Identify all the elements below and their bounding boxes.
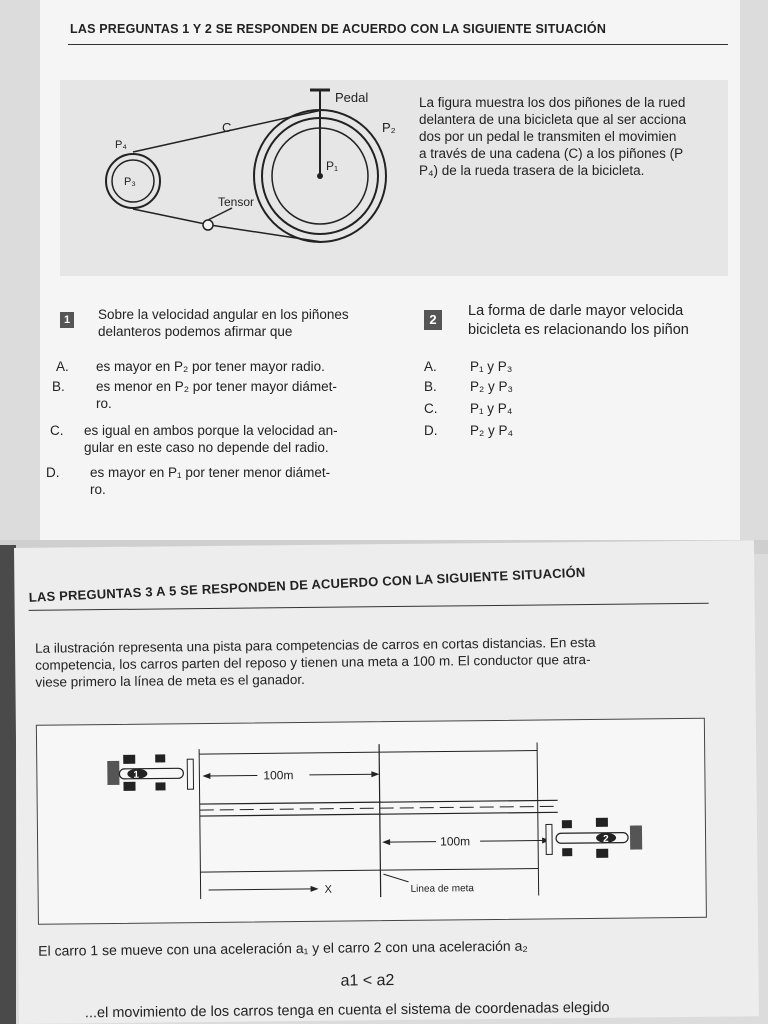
label-100m-bottom: 100m [440,834,471,849]
q2-option-b[interactable]: P₂ y P₃ [470,379,513,394]
option-line: ro. [96,396,112,411]
label-chain: C [222,120,232,135]
heading-rule [68,44,728,45]
section-heading-3-5: LAS PREGUNTAS 3 A 5 SE RESPONDEN DE ACUERDO CON LA SIGUIENTE SITUACIÓN [28,564,586,605]
label-p1: P₁ [326,159,339,173]
race-track-diagram [37,719,706,924]
car-2-number: 2 [603,833,609,845]
race-track-figure [36,718,707,925]
intro-line: viese primero la línea de meta es el ganador. [35,671,305,690]
q1-option-d[interactable] [90,464,410,498]
q1-option-c[interactable] [84,422,414,456]
heading-rule [29,603,709,611]
desc-line: La figura muestra los dos piñones de la rued [419,95,686,110]
label-p3: P₃ [124,176,136,188]
label-p4: P₄ [115,139,127,151]
intro-line: La ilustración representa una pista para competencias de carros en cortas distancias. En esta [34,634,596,656]
stem-line: delanteros podemos afirmar que [98,324,293,339]
stem-line: bicicleta es relacionando los piñon [468,322,689,338]
q1-option-a-letter[interactable]: A. [56,359,69,374]
q1-option-d-letter[interactable]: D. [46,465,60,480]
q2-option-a-letter[interactable]: A. [424,359,437,374]
acceleration-statement: El carro 1 se mueve con una aceleración a₁ y el carro 2 con una aceleración a₂ [38,937,528,959]
question-1-number: 1 [60,312,74,328]
q2-option-c[interactable]: P₁ y P₄ [470,401,513,416]
page-top [40,0,740,540]
option-line: ro. [90,482,106,497]
desc-line: a través de una cadena (C) a los piñones (P [419,146,684,161]
option-line: es menor en P₂ por tener mayor diámet- [96,379,337,394]
label-pedal: Pedal [335,90,369,105]
option-line: es mayor en P₁ por tener menor diámet- [90,465,331,480]
q1-option-a[interactable] [96,358,416,375]
section-heading-1-2: LAS PREGUNTAS 1 Y 2 SE RESPONDEN DE ACUERDO CON LA SIGUIENTE SITUACIÓN [70,22,607,36]
question-2-number: 2 [424,310,442,330]
option-line: es mayor en P₂ por tener mayor radio. [96,359,325,374]
option-line: gular en este caso no depende del radio. [84,440,329,455]
label-100m-top: 100m [263,768,294,783]
label-x-axis: X [324,883,333,896]
q2-option-c-letter[interactable]: C. [424,401,438,416]
label-tensor: Tensor [218,195,255,209]
q1-option-c-letter[interactable]: C. [50,423,64,438]
page-edge-shadow [0,545,16,1024]
q2-option-d[interactable]: P₂ y P₄ [470,423,514,438]
car-2-icon [546,817,642,858]
intro-line: competencia, los carros parten del reposo y tienen una meta a 100 m. El conductor que atra- [35,651,591,673]
option-line: es igual en ambos porque la velocidad an- [84,423,338,438]
question-1-stem [98,306,418,340]
desc-line: dos por un pedal le transmiten el movimien [419,129,677,144]
question-2-stem [468,302,740,340]
situation-intro [35,633,725,691]
q2-option-a[interactable]: P₁ y P₃ [470,359,513,374]
desc-line: P₄) de la rueda trasera de la bicicleta. [419,163,645,178]
car-1-icon [107,754,193,791]
car-1-number: 1 [133,769,140,781]
figure-description [419,94,739,179]
acceleration-inequality: a1 < a2 [340,972,395,990]
label-finish-line: Linea de meta [410,883,475,895]
q1-option-b[interactable] [96,378,416,412]
page-bottom [14,540,759,1024]
q1-option-b-letter[interactable]: B. [52,379,65,394]
stem-line: Sobre la velocidad angular en los piñones [98,307,349,322]
cut-off-line: ...el movimiento de los carros tenga en cuenta el sistema de coordenadas elegido [84,999,610,1022]
label-p2: P₂ [382,120,396,135]
q2-option-d-letter[interactable]: D. [424,423,438,438]
stem-line: La forma de darle mayor velocida [468,303,684,319]
q2-option-b-letter[interactable]: B. [424,379,437,394]
desc-line: delantera de una bicicleta que al ser acciona [419,112,687,127]
